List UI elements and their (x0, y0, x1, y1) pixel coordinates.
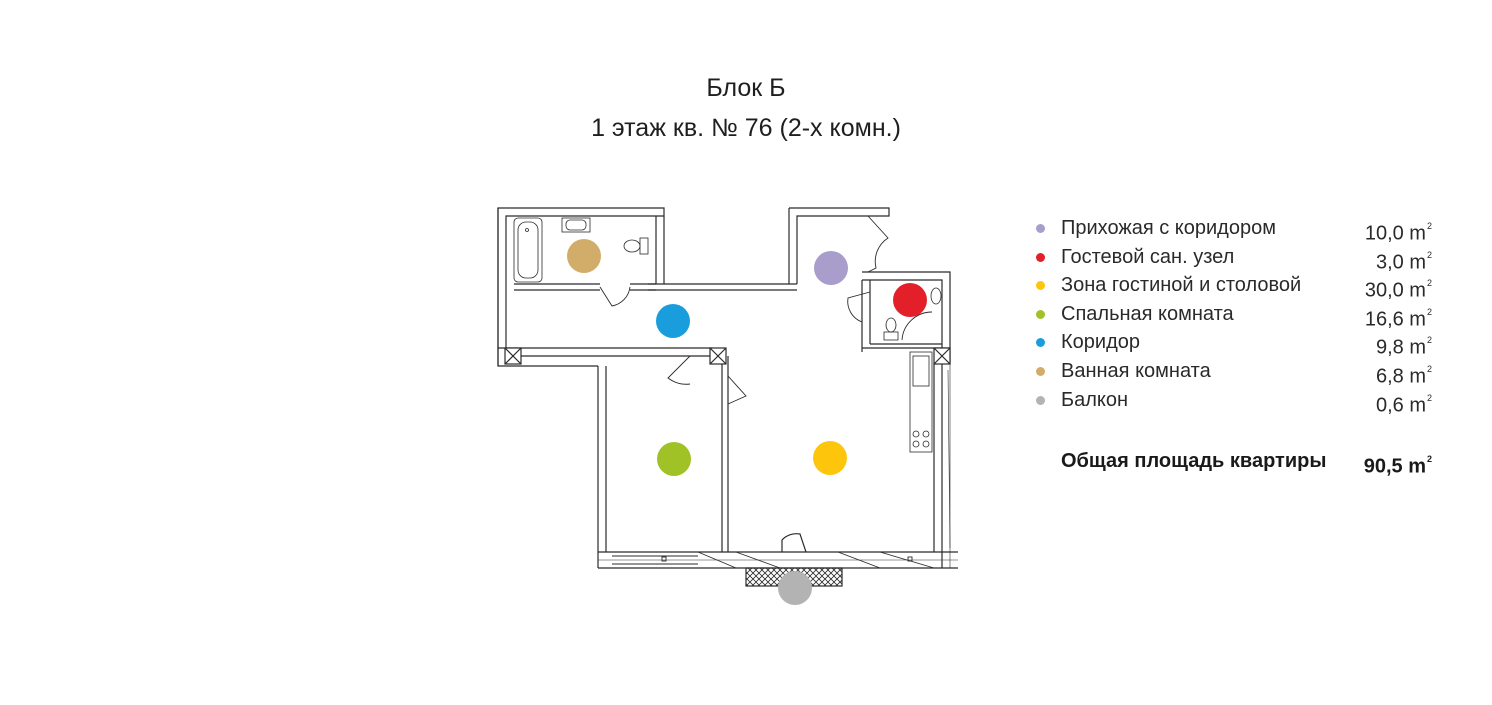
legend-dot (1036, 281, 1045, 290)
legend-area: 16,6 $m^2$ (1364, 306, 1432, 331)
legend-area: 6,8 $m^2$ (1375, 363, 1432, 388)
legend-area: 3,0 $m^2$ (1375, 249, 1432, 274)
marker-guest-wc (893, 283, 927, 317)
block-title: Блок Б (706, 74, 786, 102)
legend-area: 0,6 $m^2$ (1375, 392, 1432, 417)
marker-balcony (778, 571, 812, 605)
legend-area: 9,8 $m^2$ (1375, 335, 1432, 360)
legend-dot (1036, 224, 1045, 233)
legend-label: Спальная комната (1061, 302, 1234, 325)
legend-label: Балкон (1061, 388, 1129, 411)
legend-label: Прихожая с коридором (1061, 217, 1276, 239)
legend-area: 10,0 $m^2$ (1364, 221, 1432, 245)
legend-dot (1036, 396, 1045, 405)
legend-item-guest-wc (1036, 243, 1436, 272)
marker-bedroom (657, 442, 691, 476)
marker-entry-hall (814, 251, 848, 285)
legend-dot (1036, 310, 1045, 319)
marker-bathroom (567, 239, 601, 273)
legend-label: Ванная комната (1061, 359, 1211, 382)
legend-dot (1036, 338, 1045, 347)
total-area (1036, 446, 1436, 476)
legend-dot (1036, 253, 1045, 262)
legend-label: Зона гостиной и столовой (1061, 274, 1302, 297)
legend-label: Коридор (1061, 331, 1140, 354)
legend-area: 30,0 $m^2$ (1364, 278, 1432, 302)
legend-item-entry-hall (1036, 214, 1436, 243)
area-legend (1036, 214, 1436, 478)
marker-corridor (656, 304, 690, 338)
legend-item-bedroom (1036, 300, 1436, 329)
legend-item-bathroom (1036, 357, 1436, 386)
total-label: Общая площадь квартиры (1061, 450, 1327, 472)
legend-dot (1036, 367, 1045, 376)
total-value: 90,5 $m^2$ (1363, 454, 1432, 478)
outer-walls (498, 208, 958, 568)
marker-living-dining (813, 441, 847, 475)
legend-label: Гостевой сан. узел (1061, 245, 1235, 268)
doors (600, 216, 932, 404)
legend-item-balcony (1036, 386, 1436, 415)
legend-item-living-dining (1036, 271, 1436, 300)
legend-item-corridor (1036, 328, 1436, 360)
apartment-title: 1 этаж кв. № 76 (2-х комн.) (591, 114, 901, 142)
